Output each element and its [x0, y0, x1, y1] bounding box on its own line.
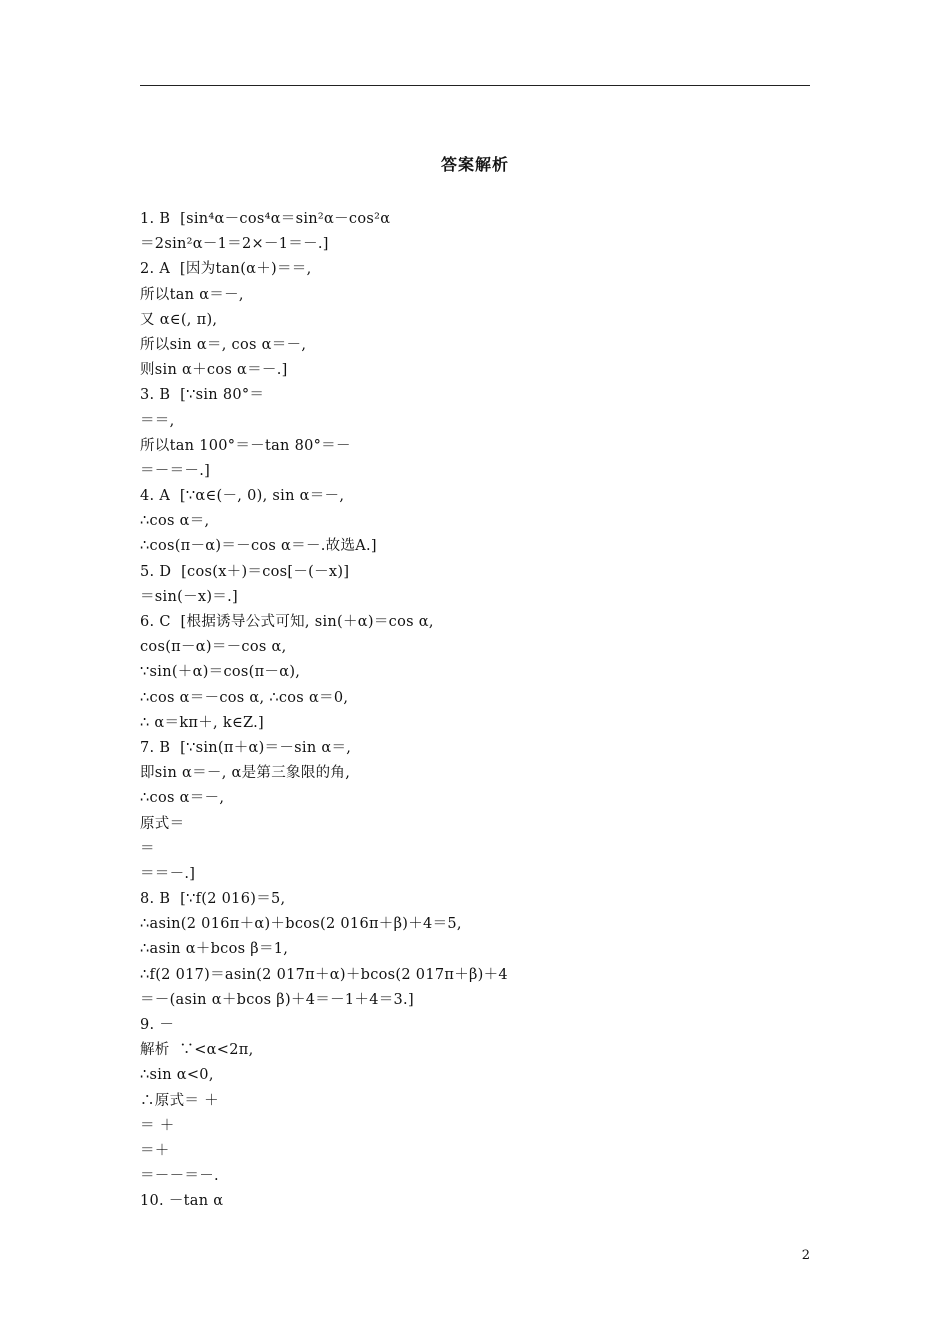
answer-line: ∴cos(π－α)＝－cos α＝－.故选A.]	[140, 538, 377, 555]
answer-line: 9. －	[140, 1017, 175, 1033]
answer-line: ＝ ＋	[140, 1117, 175, 1134]
answer-line: cos(π－α)＝－cos α,	[140, 639, 287, 656]
answer-line: 3. B [∵sin 80°＝	[140, 387, 265, 404]
answer-line: ∴asin(2 016π＋α)＋bcos(2 016π＋β)＋4＝5,	[140, 916, 462, 933]
answer-body	[140, 207, 820, 1215]
page-number: 2	[801, 1248, 810, 1263]
answer-line: 所以sin α＝, cos α＝－,	[140, 336, 307, 353]
answer-line: ＝＝,	[140, 412, 175, 429]
answer-line: ∴sin α<0,	[140, 1067, 214, 1084]
answer-line: 原式＝	[140, 815, 185, 832]
page-title: 答案解析	[440, 155, 509, 174]
answer-line: ∴ α＝kπ＋, k∈Z.]	[140, 714, 264, 731]
answer-line: ∴原式＝ ＋	[140, 1092, 219, 1109]
answer-line: ＝－(asin α＋bcos β)＋4＝－1＋4＝3.]	[140, 991, 414, 1008]
answer-line: ∴cos α＝－,	[140, 790, 225, 807]
answer-line: ∴f(2 017)＝asin(2 017π＋α)＋bcos(2 017π＋β)＋4	[140, 966, 508, 983]
answer-line: 又 α∈(, π),	[140, 311, 218, 328]
answer-line: ∴cos α＝－cos α, ∴cos α＝0,	[140, 689, 349, 706]
answer-line: ＝－＝－.]	[140, 462, 211, 479]
answer-line: ∵sin(＋α)＝cos(π－α),	[140, 664, 301, 681]
answer-line: 所以tan α＝－,	[140, 286, 244, 303]
answer-line: ＝－－＝－.	[140, 1168, 219, 1185]
answer-line: 2. A [因为tan(α＋)＝＝,	[140, 261, 312, 278]
answer-line: 1. B [sin⁴α－cos⁴α＝sin²α－cos²α	[140, 211, 391, 227]
answer-line: 5. D [cos(x＋)＝cos[－(－x)]	[140, 563, 350, 580]
answer-line: 6. C [根据诱导公式可知, sin(＋α)＝cos α,	[140, 614, 434, 630]
answer-line: 10. －tan α	[140, 1193, 224, 1210]
answer-line: ＝＝－.]	[140, 865, 196, 882]
answer-line: ∴asin α＋bcos β＝1,	[140, 941, 289, 958]
answer-line: 则sin α＋cos α＝－.]	[140, 362, 288, 379]
answer-line: 即sin α＝－, α是第三象限的角,	[140, 765, 351, 782]
header-rule	[140, 85, 810, 86]
answer-line: ＝	[140, 840, 155, 857]
answer-line: ＝2sin²α－1＝2×－1＝－.]	[140, 236, 329, 253]
answer-line: ∴cos α＝,	[140, 513, 210, 530]
answer-line: ＝sin(－x)＝.]	[140, 588, 238, 605]
answer-line: 解析 ∵<α<2π,	[140, 1042, 254, 1059]
answer-line: 4. A [∵α∈(－, 0), sin α＝－,	[140, 488, 345, 505]
answer-line: 所以tan 100°＝－tan 80°＝－	[140, 437, 351, 454]
answer-line: ＝＋	[140, 1142, 170, 1159]
answer-line: 8. B [∵f(2 016)＝5,	[140, 891, 286, 908]
answer-line: 7. B [∵sin(π＋α)＝－sin α＝,	[140, 739, 352, 756]
